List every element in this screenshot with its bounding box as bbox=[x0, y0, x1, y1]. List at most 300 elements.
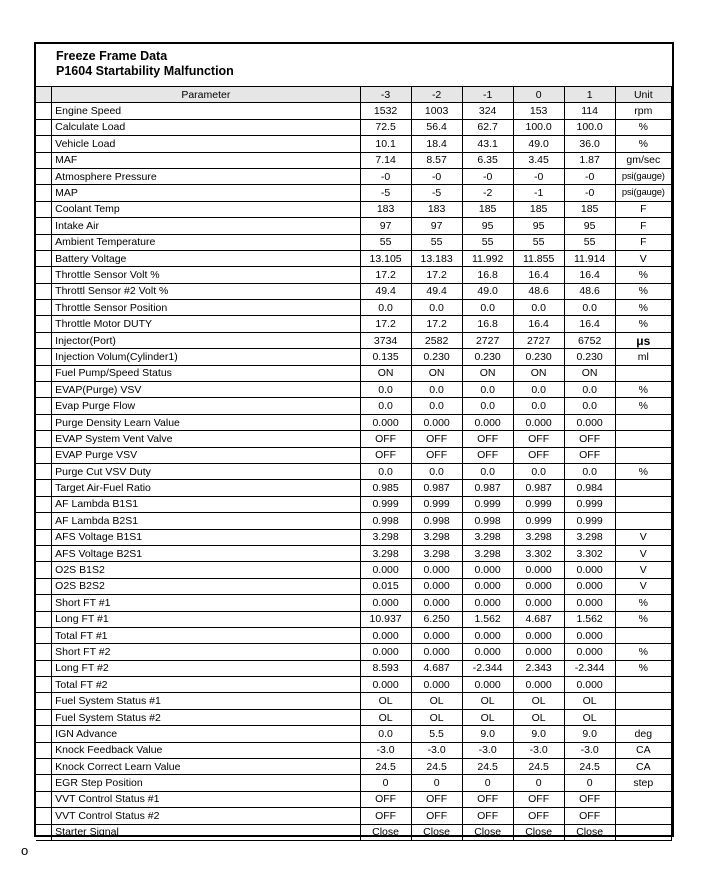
header-col-1: 1 bbox=[564, 87, 615, 103]
parameter-name-cell: Fuel System Status #2 bbox=[52, 709, 360, 725]
unit-cell: ml bbox=[615, 349, 671, 365]
value-cell: 0.000 bbox=[513, 562, 564, 578]
value-cell: 3.302 bbox=[564, 545, 615, 561]
value-cell: OFF bbox=[360, 431, 411, 447]
table-row bbox=[36, 595, 672, 611]
row-gutter-cell bbox=[36, 759, 52, 775]
table-row bbox=[36, 168, 672, 184]
value-cell: 0.000 bbox=[411, 578, 462, 594]
unit-cell bbox=[615, 808, 671, 824]
unit-cell: μs bbox=[615, 332, 671, 348]
parameter-name-cell: Fuel Pump/Speed Status bbox=[52, 365, 360, 381]
row-gutter-cell bbox=[36, 250, 52, 266]
parameter-name-cell: Total FT #2 bbox=[52, 677, 360, 693]
value-cell: -3.0 bbox=[360, 742, 411, 758]
value-cell: 24.5 bbox=[360, 759, 411, 775]
value-cell: 49.4 bbox=[411, 283, 462, 299]
value-cell: 0.230 bbox=[564, 349, 615, 365]
value-cell: OFF bbox=[411, 431, 462, 447]
value-cell: 3.298 bbox=[462, 545, 513, 561]
parameter-name-cell: Long FT #1 bbox=[52, 611, 360, 627]
value-cell: 16.4 bbox=[564, 267, 615, 283]
value-cell: 0.000 bbox=[462, 578, 513, 594]
parameter-name-cell: AF Lambda B2S1 bbox=[52, 513, 360, 529]
value-cell: -1 bbox=[513, 185, 564, 201]
header-parameter: Parameter bbox=[52, 87, 360, 103]
value-cell: 324 bbox=[462, 103, 513, 119]
value-cell: 1.87 bbox=[564, 152, 615, 168]
value-cell: 2727 bbox=[513, 332, 564, 348]
row-gutter-cell bbox=[36, 382, 52, 398]
parameter-name-cell: Throttle Motor DUTY bbox=[52, 316, 360, 332]
unit-cell: CA bbox=[615, 742, 671, 758]
row-gutter-cell bbox=[36, 463, 52, 479]
parameter-name-cell: VVT Control Status #2 bbox=[52, 808, 360, 824]
parameter-name-cell: MAF bbox=[52, 152, 360, 168]
value-cell: -3.0 bbox=[462, 742, 513, 758]
unit-cell: % bbox=[615, 463, 671, 479]
value-cell: -3.0 bbox=[513, 742, 564, 758]
freeze-frame-panel bbox=[34, 42, 674, 837]
value-cell: 24.5 bbox=[564, 759, 615, 775]
value-cell: 153 bbox=[513, 103, 564, 119]
value-cell: 62.7 bbox=[462, 119, 513, 135]
parameter-name-cell: AFS Voltage B2S1 bbox=[52, 545, 360, 561]
table-row bbox=[36, 316, 672, 332]
row-gutter-cell bbox=[36, 398, 52, 414]
parameter-name-cell: AFS Voltage B1S1 bbox=[52, 529, 360, 545]
value-cell: 55 bbox=[411, 234, 462, 250]
table-row bbox=[36, 775, 672, 791]
row-gutter-cell bbox=[36, 824, 52, 840]
value-cell: 0.000 bbox=[513, 644, 564, 660]
value-cell: 24.5 bbox=[513, 759, 564, 775]
value-cell: 0.000 bbox=[462, 677, 513, 693]
table-row bbox=[36, 808, 672, 824]
unit-cell: % bbox=[615, 644, 671, 660]
value-cell: 16.4 bbox=[513, 316, 564, 332]
table-row bbox=[36, 283, 672, 299]
unit-cell: % bbox=[615, 595, 671, 611]
value-cell: 6752 bbox=[564, 332, 615, 348]
value-cell: -3.0 bbox=[564, 742, 615, 758]
table-row bbox=[36, 300, 672, 316]
header-gutter-cell bbox=[36, 87, 52, 103]
value-cell: 97 bbox=[360, 218, 411, 234]
table-body bbox=[36, 103, 672, 841]
unit-cell: % bbox=[615, 136, 671, 152]
parameter-name-cell: Battery Voltage bbox=[52, 250, 360, 266]
value-cell: -2.344 bbox=[564, 660, 615, 676]
value-cell: 3.45 bbox=[513, 152, 564, 168]
value-cell: OL bbox=[411, 709, 462, 725]
table-row bbox=[36, 119, 672, 135]
value-cell: 1.562 bbox=[462, 611, 513, 627]
row-gutter-cell bbox=[36, 185, 52, 201]
value-cell: OL bbox=[360, 709, 411, 725]
table-row bbox=[36, 480, 672, 496]
table-row bbox=[36, 513, 672, 529]
row-gutter-cell bbox=[36, 545, 52, 561]
table-row bbox=[36, 545, 672, 561]
unit-cell bbox=[615, 414, 671, 430]
value-cell: 0.0 bbox=[564, 300, 615, 316]
table-row bbox=[36, 103, 672, 119]
value-cell: 0.984 bbox=[564, 480, 615, 496]
value-cell: ON bbox=[564, 365, 615, 381]
value-cell: 100.0 bbox=[564, 119, 615, 135]
value-cell: 17.2 bbox=[360, 267, 411, 283]
parameter-name-cell: EVAP Purge VSV bbox=[52, 447, 360, 463]
value-cell: 43.1 bbox=[462, 136, 513, 152]
table-row bbox=[36, 234, 672, 250]
row-gutter-cell bbox=[36, 562, 52, 578]
row-gutter-cell bbox=[36, 791, 52, 807]
value-cell: OFF bbox=[462, 791, 513, 807]
value-cell: 185 bbox=[462, 201, 513, 217]
value-cell: -0 bbox=[513, 168, 564, 184]
value-cell: Close bbox=[513, 824, 564, 840]
header-col-0: 0 bbox=[513, 87, 564, 103]
value-cell: Close bbox=[564, 824, 615, 840]
parameter-name-cell: MAP bbox=[52, 185, 360, 201]
value-cell: OFF bbox=[513, 431, 564, 447]
value-cell: 0.000 bbox=[564, 677, 615, 693]
value-cell: 1532 bbox=[360, 103, 411, 119]
table-row bbox=[36, 414, 672, 430]
parameter-name-cell: Calculate Load bbox=[52, 119, 360, 135]
value-cell: 183 bbox=[411, 201, 462, 217]
value-cell: 95 bbox=[513, 218, 564, 234]
table-row bbox=[36, 463, 672, 479]
value-cell: 0.000 bbox=[411, 414, 462, 430]
value-cell: ON bbox=[360, 365, 411, 381]
unit-cell: % bbox=[615, 611, 671, 627]
value-cell: 0.000 bbox=[564, 578, 615, 594]
row-gutter-cell bbox=[36, 365, 52, 381]
table-row bbox=[36, 382, 672, 398]
value-cell: 16.4 bbox=[513, 267, 564, 283]
value-cell: 0.0 bbox=[513, 382, 564, 398]
value-cell: 72.5 bbox=[360, 119, 411, 135]
value-cell: 9.0 bbox=[513, 726, 564, 742]
value-cell: 17.2 bbox=[411, 316, 462, 332]
table-row bbox=[36, 529, 672, 545]
value-cell: 0.0 bbox=[411, 382, 462, 398]
table-row bbox=[36, 398, 672, 414]
unit-cell: % bbox=[615, 382, 671, 398]
row-gutter-cell bbox=[36, 513, 52, 529]
header-col-minus-1: -1 bbox=[462, 87, 513, 103]
value-cell: 5.5 bbox=[411, 726, 462, 742]
unit-cell: F bbox=[615, 218, 671, 234]
table-row bbox=[36, 136, 672, 152]
table-row bbox=[36, 644, 672, 660]
unit-cell: V bbox=[615, 578, 671, 594]
table-row bbox=[36, 611, 672, 627]
value-cell: 100.0 bbox=[513, 119, 564, 135]
value-cell: 55 bbox=[564, 234, 615, 250]
value-cell: 185 bbox=[564, 201, 615, 217]
value-cell: 17.2 bbox=[411, 267, 462, 283]
value-cell: 0.135 bbox=[360, 349, 411, 365]
table-row bbox=[36, 627, 672, 643]
value-cell: 0.0 bbox=[360, 398, 411, 414]
row-gutter-cell bbox=[36, 644, 52, 660]
table-header-row bbox=[36, 87, 672, 103]
value-cell: -2.344 bbox=[462, 660, 513, 676]
row-gutter-cell bbox=[36, 119, 52, 135]
row-gutter-cell bbox=[36, 267, 52, 283]
value-cell: 8.593 bbox=[360, 660, 411, 676]
value-cell: OFF bbox=[462, 431, 513, 447]
unit-cell: % bbox=[615, 283, 671, 299]
table-row bbox=[36, 201, 672, 217]
value-cell: 0.0 bbox=[360, 463, 411, 479]
value-cell: 16.4 bbox=[564, 316, 615, 332]
unit-cell: psi(gauge) bbox=[615, 185, 671, 201]
value-cell: 0.0 bbox=[513, 300, 564, 316]
value-cell: 0.0 bbox=[411, 463, 462, 479]
row-gutter-cell bbox=[36, 136, 52, 152]
parameter-name-cell: VVT Control Status #1 bbox=[52, 791, 360, 807]
value-cell: 1.562 bbox=[564, 611, 615, 627]
unit-cell: F bbox=[615, 234, 671, 250]
table-row bbox=[36, 349, 672, 365]
value-cell: OFF bbox=[360, 808, 411, 824]
value-cell: 49.0 bbox=[513, 136, 564, 152]
row-gutter-cell bbox=[36, 152, 52, 168]
value-cell: OL bbox=[564, 709, 615, 725]
value-cell: 0.230 bbox=[462, 349, 513, 365]
value-cell: 49.0 bbox=[462, 283, 513, 299]
value-cell: OL bbox=[462, 693, 513, 709]
parameter-name-cell: EVAP(Purge) VSV bbox=[52, 382, 360, 398]
value-cell: -2 bbox=[462, 185, 513, 201]
row-gutter-cell bbox=[36, 316, 52, 332]
value-cell: 1003 bbox=[411, 103, 462, 119]
table-row bbox=[36, 447, 672, 463]
value-cell: 0.0 bbox=[462, 300, 513, 316]
value-cell: 0.999 bbox=[411, 496, 462, 512]
row-gutter-cell bbox=[36, 447, 52, 463]
row-gutter-cell bbox=[36, 775, 52, 791]
row-gutter-cell bbox=[36, 300, 52, 316]
value-cell: 0.0 bbox=[360, 382, 411, 398]
value-cell: OL bbox=[564, 693, 615, 709]
value-cell: 0.0 bbox=[360, 726, 411, 742]
value-cell: 0.000 bbox=[360, 677, 411, 693]
unit-cell: % bbox=[615, 119, 671, 135]
parameter-name-cell: Throttl Sensor #2 Volt % bbox=[52, 283, 360, 299]
unit-cell: V bbox=[615, 250, 671, 266]
value-cell: 7.14 bbox=[360, 152, 411, 168]
value-cell: 0.000 bbox=[411, 562, 462, 578]
unit-cell bbox=[615, 693, 671, 709]
unit-cell: V bbox=[615, 545, 671, 561]
row-gutter-cell bbox=[36, 349, 52, 365]
value-cell: 0.0 bbox=[411, 300, 462, 316]
value-cell: 0.998 bbox=[411, 513, 462, 529]
value-cell: 0.0 bbox=[462, 463, 513, 479]
value-cell: 24.5 bbox=[411, 759, 462, 775]
parameter-name-cell: Target Air-Fuel Ratio bbox=[52, 480, 360, 496]
value-cell: 0 bbox=[564, 775, 615, 791]
unit-cell bbox=[615, 447, 671, 463]
value-cell: 0.0 bbox=[564, 382, 615, 398]
value-cell: 10.1 bbox=[360, 136, 411, 152]
row-gutter-cell bbox=[36, 742, 52, 758]
value-cell: Close bbox=[411, 824, 462, 840]
title-line-1: Freeze Frame Data bbox=[56, 49, 168, 63]
value-cell: 0.015 bbox=[360, 578, 411, 594]
row-gutter-cell bbox=[36, 595, 52, 611]
unit-cell: V bbox=[615, 562, 671, 578]
value-cell: 9.0 bbox=[462, 726, 513, 742]
row-gutter-cell bbox=[36, 218, 52, 234]
value-cell: OFF bbox=[411, 808, 462, 824]
table-row bbox=[36, 365, 672, 381]
parameter-name-cell: Throttle Sensor Position bbox=[52, 300, 360, 316]
value-cell: 0.000 bbox=[462, 627, 513, 643]
value-cell: 0.000 bbox=[411, 644, 462, 660]
unit-cell: V bbox=[615, 529, 671, 545]
value-cell: ON bbox=[462, 365, 513, 381]
unit-cell bbox=[615, 627, 671, 643]
value-cell: 17.2 bbox=[360, 316, 411, 332]
row-gutter-cell bbox=[36, 627, 52, 643]
value-cell: 36.0 bbox=[564, 136, 615, 152]
row-gutter-cell bbox=[36, 431, 52, 447]
value-cell: 2727 bbox=[462, 332, 513, 348]
value-cell: 95 bbox=[564, 218, 615, 234]
value-cell: 3.298 bbox=[411, 529, 462, 545]
row-gutter-cell bbox=[36, 578, 52, 594]
value-cell: 3.298 bbox=[564, 529, 615, 545]
unit-cell bbox=[615, 791, 671, 807]
value-cell: 0.000 bbox=[360, 627, 411, 643]
value-cell: 0.0 bbox=[462, 382, 513, 398]
value-cell: 0 bbox=[411, 775, 462, 791]
value-cell: 2582 bbox=[411, 332, 462, 348]
value-cell: 4.687 bbox=[411, 660, 462, 676]
table-row bbox=[36, 660, 672, 676]
unit-cell: rpm bbox=[615, 103, 671, 119]
value-cell: 3.298 bbox=[360, 545, 411, 561]
value-cell: OFF bbox=[411, 447, 462, 463]
value-cell: 3.298 bbox=[462, 529, 513, 545]
document-title bbox=[56, 49, 234, 79]
table-row bbox=[36, 250, 672, 266]
value-cell: OFF bbox=[360, 447, 411, 463]
unit-cell bbox=[615, 513, 671, 529]
value-cell: 6.35 bbox=[462, 152, 513, 168]
parameter-name-cell: IGN Advance bbox=[52, 726, 360, 742]
table-row bbox=[36, 332, 672, 348]
value-cell: 0.000 bbox=[564, 627, 615, 643]
value-cell: Close bbox=[462, 824, 513, 840]
unit-cell bbox=[615, 496, 671, 512]
value-cell: 0.000 bbox=[513, 627, 564, 643]
freeze-frame-table bbox=[36, 86, 672, 841]
parameter-name-cell: Purge Density Learn Value bbox=[52, 414, 360, 430]
value-cell: 16.8 bbox=[462, 267, 513, 283]
parameter-name-cell: Purge Cut VSV Duty bbox=[52, 463, 360, 479]
value-cell: OFF bbox=[462, 447, 513, 463]
unit-cell: deg bbox=[615, 726, 671, 742]
value-cell: 0.987 bbox=[411, 480, 462, 496]
value-cell: 16.8 bbox=[462, 316, 513, 332]
parameter-name-cell: O2S B2S2 bbox=[52, 578, 360, 594]
unit-cell: gm/sec bbox=[615, 152, 671, 168]
unit-cell bbox=[615, 431, 671, 447]
header-col-minus-2: -2 bbox=[411, 87, 462, 103]
value-cell: 185 bbox=[513, 201, 564, 217]
value-cell: ON bbox=[513, 365, 564, 381]
parameter-name-cell: Starter Signal bbox=[52, 824, 360, 840]
table-row bbox=[36, 791, 672, 807]
parameter-name-cell: Short FT #2 bbox=[52, 644, 360, 660]
value-cell: -5 bbox=[360, 185, 411, 201]
value-cell: 3734 bbox=[360, 332, 411, 348]
value-cell: 0.999 bbox=[513, 496, 564, 512]
table-row bbox=[36, 152, 672, 168]
row-gutter-cell bbox=[36, 709, 52, 725]
value-cell: 0.000 bbox=[462, 414, 513, 430]
parameter-name-cell: Intake Air bbox=[52, 218, 360, 234]
parameter-name-cell: Short FT #1 bbox=[52, 595, 360, 611]
parameter-name-cell: EVAP System Vent Valve bbox=[52, 431, 360, 447]
value-cell: -0 bbox=[564, 168, 615, 184]
value-cell: 0.000 bbox=[564, 595, 615, 611]
value-cell: 0.000 bbox=[564, 414, 615, 430]
table-row bbox=[36, 562, 672, 578]
parameter-name-cell: Knock Correct Learn Value bbox=[52, 759, 360, 775]
value-cell: 0.0 bbox=[462, 398, 513, 414]
title-line-2: P1604 Startability Malfunction bbox=[56, 64, 234, 78]
row-gutter-cell bbox=[36, 414, 52, 430]
table-row bbox=[36, 431, 672, 447]
value-cell: 0.000 bbox=[360, 414, 411, 430]
unit-cell bbox=[615, 480, 671, 496]
value-cell: 0.000 bbox=[462, 644, 513, 660]
value-cell: OFF bbox=[564, 808, 615, 824]
value-cell: 49.4 bbox=[360, 283, 411, 299]
value-cell: 0 bbox=[513, 775, 564, 791]
value-cell: 2.343 bbox=[513, 660, 564, 676]
parameter-name-cell: O2S B1S2 bbox=[52, 562, 360, 578]
value-cell: 8.57 bbox=[411, 152, 462, 168]
row-gutter-cell bbox=[36, 283, 52, 299]
value-cell: 0.000 bbox=[513, 595, 564, 611]
value-cell: OFF bbox=[564, 447, 615, 463]
value-cell: ON bbox=[411, 365, 462, 381]
value-cell: 3.298 bbox=[411, 545, 462, 561]
value-cell: 0.000 bbox=[411, 627, 462, 643]
value-cell: 13.105 bbox=[360, 250, 411, 266]
value-cell: 0.000 bbox=[462, 562, 513, 578]
parameter-name-cell: Vehicle Load bbox=[52, 136, 360, 152]
value-cell: 48.6 bbox=[513, 283, 564, 299]
value-cell: OFF bbox=[564, 431, 615, 447]
value-cell: 55 bbox=[360, 234, 411, 250]
value-cell: OL bbox=[513, 693, 564, 709]
value-cell: 0.000 bbox=[462, 595, 513, 611]
footer-mark: o bbox=[21, 843, 29, 858]
table-row bbox=[36, 218, 672, 234]
parameter-name-cell: Throttle Sensor Volt % bbox=[52, 267, 360, 283]
unit-cell: % bbox=[615, 660, 671, 676]
